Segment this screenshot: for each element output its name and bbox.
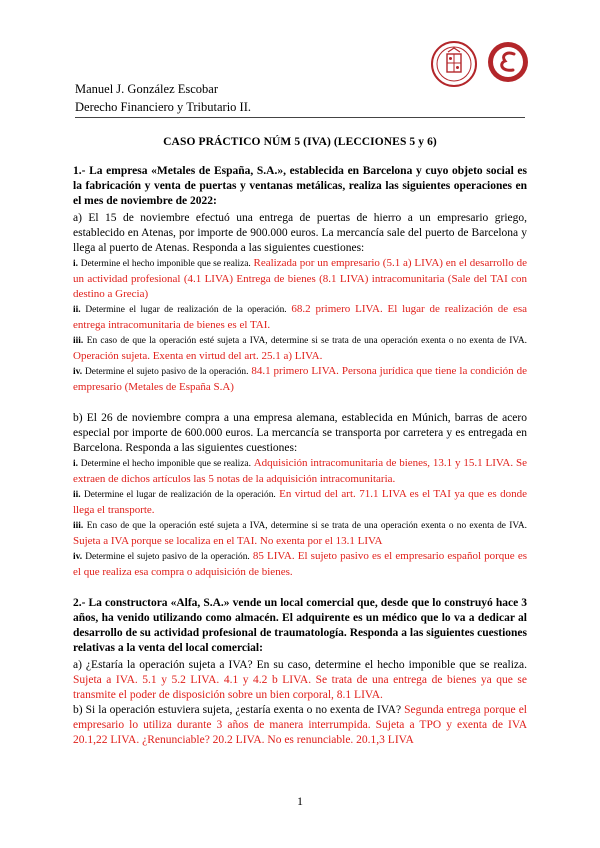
answer-text: Realizada por un empresario (5.1 a) LIVA) en el desarrollo de un actividad profesional (4.1 LIVA) Entrega de bienes (8.1 LIVA) intracomunitaria (Sale del TAI con destino a Grecia) xyxy=(73,257,527,300)
answer-text: En virtud del art. 71.1 LIVA es el TAI ya que es donde llega el transporte. xyxy=(73,488,527,516)
university-seal-logo xyxy=(430,40,478,88)
answer-text: Sujeta a IVA. 5.1 y 5.2 LIVA. 4.1 y 4.2 b LIVA. Se trata de una entrega de bienes ya que se transmite el poder de disposición sobre un bien corporal, 8.1 LIVA. xyxy=(73,674,527,701)
answer-text: 84.1 primero LIVA. Persona jurídica que tiene la condición de empresario (Metales de España S.A) xyxy=(73,365,528,393)
question-1b-item: iii. En caso de que la operación esté sujeta a IVA, determine si se trata de una operación exenta o no exenta de IVA. Sujeta a IVA porque se localiza en el TAI. No exenta por el 13.1 LIVA xyxy=(73,521,527,547)
answer-text: Sujeta a IVA porque se localiza en el TAI. No exenta por el 13.1 LIVA xyxy=(73,535,383,547)
question-1a-text: a) El 15 de noviembre efectuó una entrega de puertas de hierro a un empresario griego, establecido en Atenas, por importe de 900.000 euros. La mercancía sale del puerto de Barcelona y llega al puerto de Atenas. Responda a las siguientes cuestiones: xyxy=(73,212,527,254)
page-number: 1 xyxy=(297,794,303,808)
question-1a-item: ii. Determine el lugar de realización de la operación. 68.2 primero LIVA. El lugar de realización de esa entrega intracomunitaria de bienes es el TAI. xyxy=(73,303,528,331)
document-title: CASO PRÁCTICO NÚM 5 (IVA) (LECCIONES 5 y 6) xyxy=(163,136,437,148)
question-2b: b) Si la operación estuviera sujeta, ¿estaría exenta o no exenta de IVA? Segunda entrega porque el empresario lo utiliza durante 3 años de manera interrumpida. Sujeta a TPO y exenta de IVA 20.1,22 LIVA. ¿Renunciable? 20.2 LIVA. No es renunciable. 20.1,3 LIVA xyxy=(73,704,527,746)
question-1a-item: iv. Determine el sujeto pasivo de la operación. 84.1 primero LIVA. Persona jurídica que tiene la condición de empresario (Metales de España S.A) xyxy=(73,365,528,393)
faculty-e-logo xyxy=(486,40,530,84)
question-1-heading: 1.- La empresa «Metales de España, S.A.», establecida en Barcelona y cuyo objeto social es la fabricación y venta de puertas y ventanas metálicas, realiza las siguientes operaciones en el mes de noviembre de 2022: xyxy=(73,165,527,207)
question-2-heading: 2.- La constructora «Alfa, S.A.» vende un local comercial que, desde que lo construyó hace 3 años, ha venido utilizando como almacén. El adquirente es un médico que lo va a dedicar al desarrollo de su actividad profesional de traumatología. Responda a las siguientes cuestiones relativas a la venta del local comercial: xyxy=(73,597,527,654)
answer-text: Segunda entrega porque el empresario lo utiliza durante 3 años de manera interrumpida. Sujeta a TPO y exenta de IVA 20.1,22 LIVA. ¿Renunciable? 20.2 LIVA. No es renunciable. 20.1,3 LIVA xyxy=(73,704,527,746)
course-name: Derecho Financiero y Tributario II. xyxy=(75,100,252,114)
answer-text: 68.2 primero LIVA. El lugar de realización de esa entrega intracomunitaria de bienes es el TAI. xyxy=(73,303,528,331)
document-body xyxy=(73,136,527,748)
answer-text: Operación sujeta. Exenta en virtud del art. 25.1 a) LIVA. xyxy=(73,350,323,362)
question-1b-text: b) El 26 de noviembre compra a una empresa alemana, establecida en Múnich, barras de acero especial por importe de 600.000 euros. La mercancía se transporta por carretera y es entregada en Barcelona. Responda a las siguientes cuestiones: xyxy=(73,412,527,454)
logos xyxy=(430,40,530,88)
header-divider xyxy=(75,117,525,118)
author-name: Manuel J. González Escobar xyxy=(75,82,218,96)
question-2a: a) ¿Estaría la operación sujeta a IVA? En su caso, determine el hecho imponible que se realiza. Sujeta a IVA. 5.1 y 5.2 LIVA. 4.1 y 4.2 b LIVA. Se trata de una entrega de bienes ya que se transmite el poder de disposición sobre un bien corporal, 8.1 LIVA. xyxy=(73,659,527,701)
question-1a-item: iii. En caso de que la operación esté sujeta a IVA, determine si se trata de una operación exenta o no exenta de IVA. Operación sujeta. Exenta en virtud del art. 25.1 a) LIVA. xyxy=(73,336,527,362)
question-1b-item: iv. Determine el sujeto pasivo de la operación. 85 LIVA. El sujeto pasivo es el empresario español porque es el que realiza esa compra o adquisición de bienes. xyxy=(73,550,528,578)
answer-text: Adquisición intracomunitaria de bienes, 13.1 y 15.1 LIVA. Se extraen de dichos artículos las 5 notas de la adquisición intracomunitaria. xyxy=(73,457,527,485)
question-1b-item: ii. Determine el lugar de realización de la operación. En virtud del art. 71.1 LIVA es el TAI ya que es donde llega el transporte. xyxy=(73,488,527,516)
answer-text: 85 LIVA. El sujeto pasivo es el empresario español porque es el que realiza esa compra o adquisición de bienes. xyxy=(73,550,528,578)
question-1a-item: i. Determine el hecho imponible que se realiza. Realizada por un empresario (5.1 a) LIVA) en el desarrollo de un actividad profesional (4.1 LIVA) Entrega de bienes (8.1 LIVA) intracomunitaria (Sale del TAI con destino a Grecia) xyxy=(73,257,527,300)
question-1b-item: i. Determine el hecho imponible que se realiza. Adquisición intracomunitaria de bienes, 13.1 y 15.1 LIVA. Se extraen de dichos artículos las 5 notas de la adquisición intracomunitaria. xyxy=(73,457,527,485)
document-header xyxy=(75,80,251,116)
